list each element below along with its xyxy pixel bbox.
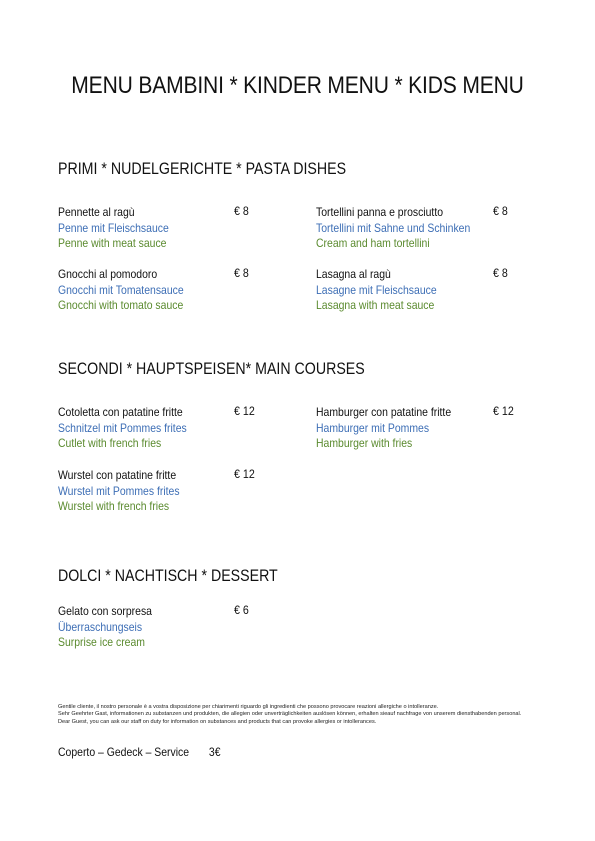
menu-item-cotoletta [58,405,201,452]
item-price: € 12 [234,468,255,481]
item-name-english: Cream and ham tortellini [316,237,430,251]
item-name-italian: Lasagna al ragù [316,268,391,281]
menu-item-gnocchi [58,267,198,314]
section-heading-primi: PRIMI * NUDELGERICHTE * PASTA DISHES [58,160,347,178]
item-price: € 8 [234,205,249,218]
allergy-notice [58,704,538,726]
item-price: € 12 [493,405,514,418]
item-name-italian: Cotoletta con patatine fritte [58,406,183,419]
section-heading-secondi: SECONDI * HAUPTSPEISEN* MAIN COURSES [58,360,365,378]
item-name-german: Schnitzel mit Pommes frites [58,421,187,435]
menu-item-tortellini [316,205,487,252]
item-name-italian: Wurstel con patatine fritte [58,469,177,482]
item-name-english: Penne with meat sauce [58,237,167,251]
item-name-english: Surprise ice cream [58,636,145,650]
cover-charge-price: 3€ [208,746,221,759]
item-price: € 12 [234,405,255,418]
item-name-italian: Pennette al ragù [58,206,135,219]
item-name-italian: Hamburger con patatine fritte [316,406,452,419]
item-name-english: Gnocchi with tomato sauce [58,299,184,313]
item-name-italian: Gnocchi al pomodoro [58,268,158,281]
item-name-german: Überraschungseis [58,620,143,634]
cover-charge-label: Coperto – Gedeck – Service [58,746,190,759]
item-name-english: Lasagna with meat sauce [316,299,435,313]
item-name-german: Penne mit Fleischsauce [58,221,169,235]
item-name-italian: Tortellini panna e prosciutto [316,206,444,219]
item-name-german: Wurstel mit Pommes frites [58,484,180,498]
menu-item-pennette [58,205,181,252]
menu-item-hamburger [316,405,466,452]
item-price: € 8 [493,267,508,280]
allergy-notice-italian: Gentile cliente, il nostro personale è a vostra disposizione per chiarimenti riguardo gli ingredienti che possono provocare reazioni allergiche o intolleranze. [58,704,439,710]
allergy-notice-english: Dear Guest, you can ask our staff on duty for information on substances and products that can provoke allergies or intollerances. [58,718,377,725]
item-price: € 8 [234,267,249,280]
cover-charge [58,746,221,759]
item-price: € 6 [234,604,249,617]
item-name-german: Lasagne mit Fleischsauce [316,283,437,297]
menu-item-lasagna [316,267,450,314]
item-name-german: Gnocchi mit Tomatensauce [58,283,184,297]
item-name-english: Cutlet with french fries [58,437,162,451]
item-name-english: Wurstel with french fries [58,500,170,514]
item-name-english: Hamburger with fries [316,437,413,451]
item-name-german: Tortellini mit Sahne und Schinken [316,221,471,235]
menu-title: MENU BAMBINI * KINDER MENU * KIDS MENU [71,72,524,99]
menu-item-gelato [58,604,162,651]
allergy-notice-german: Sehr Geehrter Gast, informationen zu substanzen und produkten, die allegien oder unverträglichkeiten auslösen können, erhalten sieauf nachfrage von unserem diensthabenden personal. [58,711,522,718]
section-heading-dolci: DOLCI * NACHTISCH * DESSERT [58,567,278,585]
item-price: € 8 [493,205,508,218]
item-name-italian: Gelato con sorpresa [58,605,152,618]
menu-item-wurstel [58,468,193,515]
item-name-german: Hamburger mit Pommes [316,421,430,435]
